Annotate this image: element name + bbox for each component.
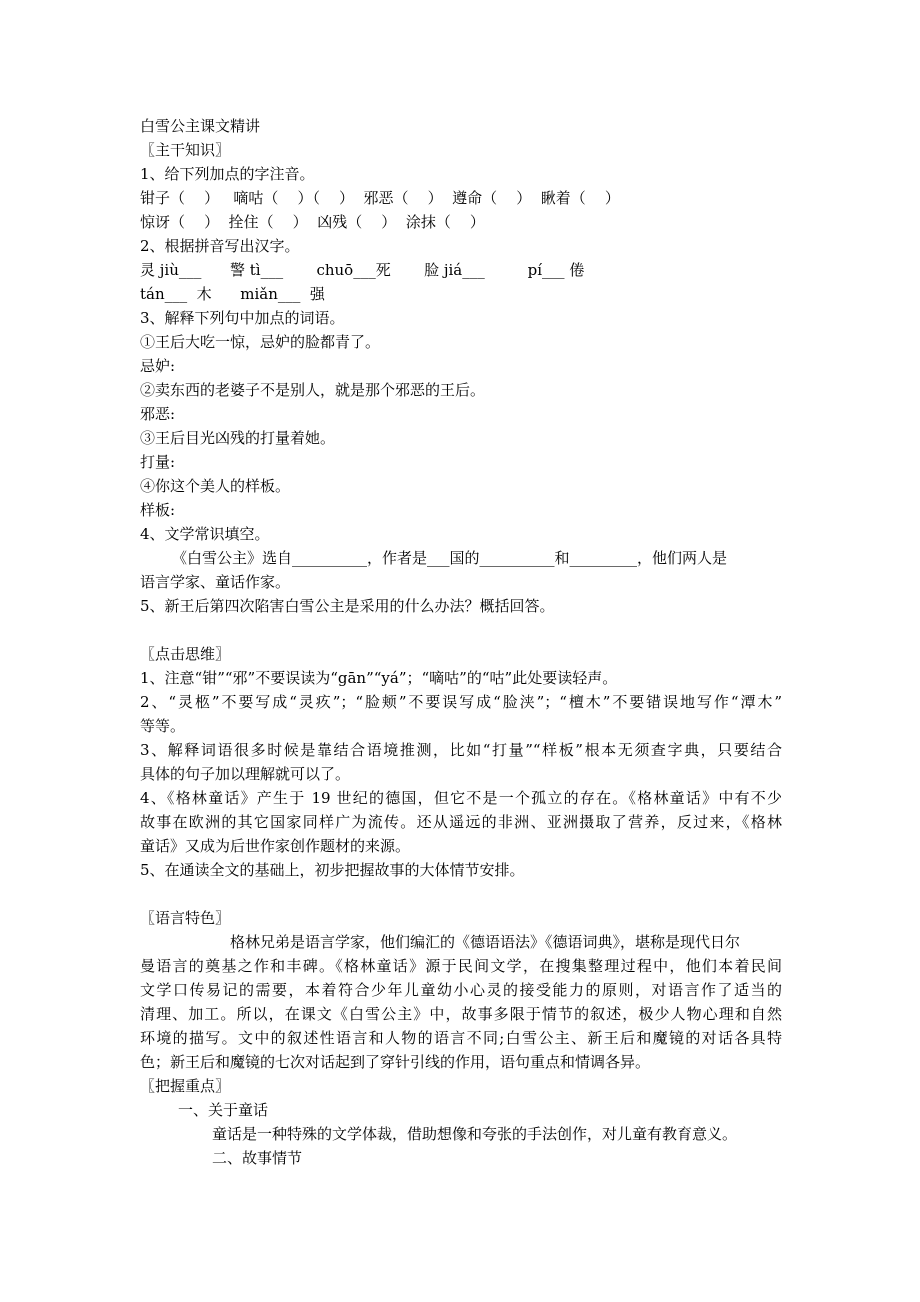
language-features-line-6: 色；新王后和魔镜的七次对话起到了穿针引线的作用，语句重点和情调各异。 <box>140 1053 651 1071</box>
question-1: 1、给下列加点的字注音。 <box>140 165 315 183</box>
thinking-point-2-line-1: 2、“灵柩”不要写成“灵疚”；“脸颊”不要误写成“脸浃”；“檀木”不要错误地写作“潭木” <box>140 693 782 711</box>
key-points-subheading-2: 二、故事情节 <box>212 1149 303 1167</box>
language-features-line-4: 清理、加工。所以，在课文《白雪公主》中，故事多限于情节的叙述，极少人物心理和自然 <box>140 1005 782 1023</box>
question-5: 5、新王后第四次陷害白雪公主是采用的什么办法？概括回答。 <box>140 597 555 615</box>
section-heading-thinking: 〖点击思维〗 <box>140 645 231 663</box>
thinking-point-4-line-1: 4、《格林童话》产生于 19 世纪的德国，但它不是一个孤立的存在。《格林童话》中有不少 <box>140 789 782 807</box>
thinking-point-4-line-3: 童话》又成为后世作家创作题材的来源。 <box>140 837 411 855</box>
thinking-point-3-line-2: 具体的句子加以理解就可以了。 <box>140 765 351 783</box>
question-3-sentence-3: ③王后目光凶残的打量着她。 <box>140 429 336 447</box>
thinking-point-3-line-1: 3、解释词语很多时候是靠结合语境推测，比如“打量”“样板”根本无须查字典，只要结合 <box>140 741 782 759</box>
question-3-sentence-1: ①王后大吃一惊，忌妒的脸都青了。 <box>140 333 381 351</box>
language-features-line-2: 曼语言的奠基之作和丰碑。《格林童话》源于民间文学，在搜集整理过程中，他们本着民间 <box>140 957 782 975</box>
key-points-subheading-1: 一、关于童话 <box>178 1101 269 1119</box>
question-3-word-3: 打量: <box>140 453 176 471</box>
thinking-point-5: 5、在通读全文的基础上，初步把握故事的大体情节安排。 <box>140 861 525 879</box>
language-features-line-5: 环境的描写。文中的叙述性语言和人物的语言不同;白雪公主、新王后和魔镜的对话各具特 <box>140 1029 782 1047</box>
question-3-word-4: 样板: <box>140 501 176 519</box>
question-4: 4、文学常识填空。 <box>140 525 270 543</box>
key-points-fairy-tale-definition: 童话是一种特殊的文学体裁，借助想像和夸张的手法创作，对儿童有教育意义。 <box>212 1125 738 1143</box>
language-features-line-1: 格林兄弟是语言学家，他们编汇的《德语语法》《德语词典》，堪称是现代日尔 <box>230 933 741 951</box>
thinking-point-2-line-2: 等等。 <box>140 717 186 735</box>
thinking-point-4-line-2: 故事在欧洲的其它国家同样广为流传。还从遥远的非洲、亚洲摄取了营养，反过来，《格林 <box>140 813 782 831</box>
language-features-line-3: 文学口传易记的需要，本着符合少年儿童幼小心灵的接受能力的原则，对语言作了适当的 <box>140 981 782 999</box>
question-4-line-1: 《白雪公主》选自__________，作者是___国的__________和_________，他们两人是 <box>172 549 728 567</box>
question-1-line-2: 惊讶（ ） 拴住（ ） 凶残（ ） 涂抹（ ） <box>140 213 485 231</box>
question-4-line-2: 语言学家、童话作家。 <box>140 573 291 591</box>
question-2: 2、根据拼音写出汉字。 <box>140 237 300 255</box>
question-3-word-2: 邪恶: <box>140 405 176 423</box>
question-2-line-1: 灵 jiù___ 警 tì___ chuō___死 脸 jiá___ pí___ 倦 <box>140 261 585 279</box>
question-3-sentence-4: ④你这个美人的样板。 <box>140 477 291 495</box>
section-heading-main-knowledge: 〖主干知识〗 <box>140 141 231 159</box>
thinking-point-1: 1、注意“钳”“邪”不要误读为“gān”“yá”；“嘀咕”的“咕”此处要读轻声。 <box>140 669 618 687</box>
question-3-sentence-2: ②卖东西的老婆子不是别人，就是那个邪恶的王后。 <box>140 381 486 399</box>
section-heading-key-points: 〖把握重点〗 <box>140 1077 231 1095</box>
section-heading-language-features: 〖语言特色〗 <box>140 909 231 927</box>
question-1-line-1: 钳子（ ） 嘀咕（ ）（ ） 邪恶（ ） 遵命（ ） 瞅着（ ） <box>140 189 620 207</box>
document-title: 白雪公主课文精讲 <box>140 117 261 135</box>
question-2-line-2: tán___ 木 miǎn___ 强 <box>140 285 325 303</box>
question-3: 3、解释下列句中加点的词语。 <box>140 309 345 327</box>
question-3-word-1: 忌妒: <box>140 357 176 375</box>
